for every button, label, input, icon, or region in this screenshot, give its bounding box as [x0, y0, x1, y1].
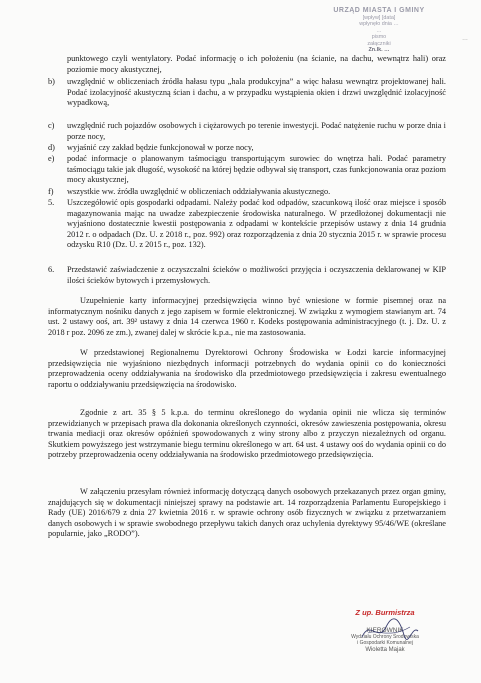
- list-item-text: wszystkie ww. źródła uwzględnić w obliczeniach oddziaływania akustycznego.: [67, 187, 331, 196]
- stamp-line: …: [376, 27, 382, 34]
- list-item-label: 6.: [48, 265, 55, 274]
- list-item-text: Przedstawić zaświadczenie z oczyszczalni ścieków o możliwości przyjęcia i oczyszczenia deklarowanej w KIP ilości ścieków bytowych i przemysłowych.: [67, 265, 446, 285]
- paragraph: [48, 487, 446, 540]
- paragraph: [48, 408, 446, 461]
- list-item-text: wyjaśnić czy zakład będzie funkcjonował w porze nocy,: [67, 143, 254, 152]
- paragraph: [48, 296, 446, 338]
- list-item-label: 5.: [48, 198, 55, 207]
- list-item-label: d): [48, 143, 55, 152]
- incoming-mail-stamp: [308, 8, 450, 54]
- page-marker: …: [462, 36, 468, 42]
- list-item-label: c): [48, 121, 55, 130]
- signature-name: Wioletta Majak: [365, 647, 405, 653]
- paragraph-text: Zgodnie z art. 35 § 5 k.p.a. do terminu określonego do wydania opinii nie wlicza się terminów przewidzianych w przepisach prawa dla dokonania określonych czynności, okresów zawieszenia postępowania, okresu trwania mediacji oraz okresów opóźnień spowodowanych z winy strony albo z przyczyn niezależnych od organu. Skutkiem powyższego jest wstrzymanie biegu terminu określonego w art. 64 ust. 4 ustawy ooś do wydania opinii co do potrzeby przeprowadzenia oceny oddziaływania na środowisko przedmiotowego przedsięwzięcia.: [48, 408, 446, 460]
- signature-title: KIEROWNIK: [366, 627, 404, 634]
- list-item-label: e): [48, 154, 55, 163]
- list-item-label: b): [48, 77, 55, 86]
- list-item-text: Uszczegółowić opis gospodarki odpadami. Należy podać kod odpadów, szacunkową ilość oraz miejsce i sposób magazynowania mając na uwadze zabezpieczenie środowiska naturalnego. W przedłożonej dokumentacji nie wyjaśniono dostatecznie kwestii postępowania z odpadami w kontekście przepisów ustawy z dnia 14 grudnia 2012 r. o odpadach (Dz. U. z 2018 r., poz. 992) oraz rozporządzenia z dnia 20 stycznia 2015 r. w sprawie procesu odzysku R10 (Dz. U. z 2015 r., poz. 132).: [67, 198, 446, 250]
- stamp-line: [wpływ] [data]: [362, 14, 396, 21]
- stamp-line: Zn.Ik. …: [368, 47, 390, 53]
- list-item-text: uwzględnić ruch pojazdów osobowych i ciężarowych po terenie inwestycji. Podać natężenie ruchu w porze dnia i porze nocy,: [67, 121, 446, 141]
- handwritten-signature-scribble: [360, 615, 420, 645]
- paragraph-text: Uzupełnienie karty informacyjnej przedsięwzięcia winno być wniesione w formie pisemnej oraz na informatycznym nośniku danych z jego zapisem w formie elektronicznej. W związku z wymogiem stawianym art. 74 ust. 2 ustawy ooś, art. 39² ustawy z dnia 14 czerwca 1960 r. Kodeks postępowania administracyjnego (t. j. Dz. U. z 2018 r poz. 2096 ze zm.), zwanej dalej w skrócie k.p.a., nie ma zastosowania.: [48, 296, 446, 337]
- signature-authority: Z up. Burmistrza: [355, 608, 415, 617]
- paragraph-text: W załączeniu przesyłam również informację dotyczącą danych osobowych przekazanych przez organ gminy, znajdujących się w dokumentacji niniejszej sprawy na podstawie art. 14 rozporządzenia Parlamentu Europejskiego i Rady (UE) 2016/679 z dnia 27 kwietnia 2016 r. w sprawie ochrony osób fizycznych w związku z przetwarzaniem danych osobowych i w sprawie swobodnego przepływu takich danych oraz uchylenia dyrektywy 95/46/WE (określane popularnie, jako „RODO”).: [48, 487, 446, 539]
- list-item-text: uwzględnić w obliczeniach źródła hałasu typu „hala produkcyjna” a więc hałasu wewnątrz projektowanej hali. Podać izolacyjność akustyczną ścian i dachu, a w przypadku wystąpienia okien i drzwi uwzględnić izolacyjność wypadkową,: [67, 77, 446, 108]
- signature-department: Wydziału Ochrony Środowiska: [351, 634, 419, 640]
- stamp-line: załączniki: [367, 40, 391, 47]
- list-item-text: podać informacje o planowanym taśmociągu transportującym surowiec do wnętrza hali. Podać parametry taśmociągu takie jak długość, wysokość na której będzie odbywał się transport, czas funkcjonowania oraz poziom mocy akustycznej,: [67, 154, 446, 185]
- stamp-line: wpłynęło dnia …: [359, 21, 399, 27]
- stamp-line: URZĄD MIASTA I GMINY: [333, 7, 425, 14]
- paragraph-text: W przedstawionej Regionalnemu Dyrektorowi Ochrony Środowiska w Łodzi karcie informacyjnej przedsięwzięcia nie wyjaśniono niezbędnych informacji potrzebnych do wydania opinii co do konieczności przeprowadzenia oceny oddziaływania na środowisko dla przedmiotowego przedsięwzięcia i zakresu ewentualnego raportu o oddziaływaniu przedsięwzięcia na środowisko.: [48, 348, 446, 389]
- paragraph: [48, 348, 446, 390]
- list-item-label: f): [48, 187, 54, 196]
- continuation-text: punktowego czyli wentylatory. Podać informację o ich położeniu (na ścianie, na dachu, wewnątrz hali) oraz poziomie mocy akustycznej,: [67, 54, 446, 74]
- stamp-line: pismo: [371, 34, 387, 40]
- signature-department-2: i Gospodarki Komunalnej: [357, 640, 413, 646]
